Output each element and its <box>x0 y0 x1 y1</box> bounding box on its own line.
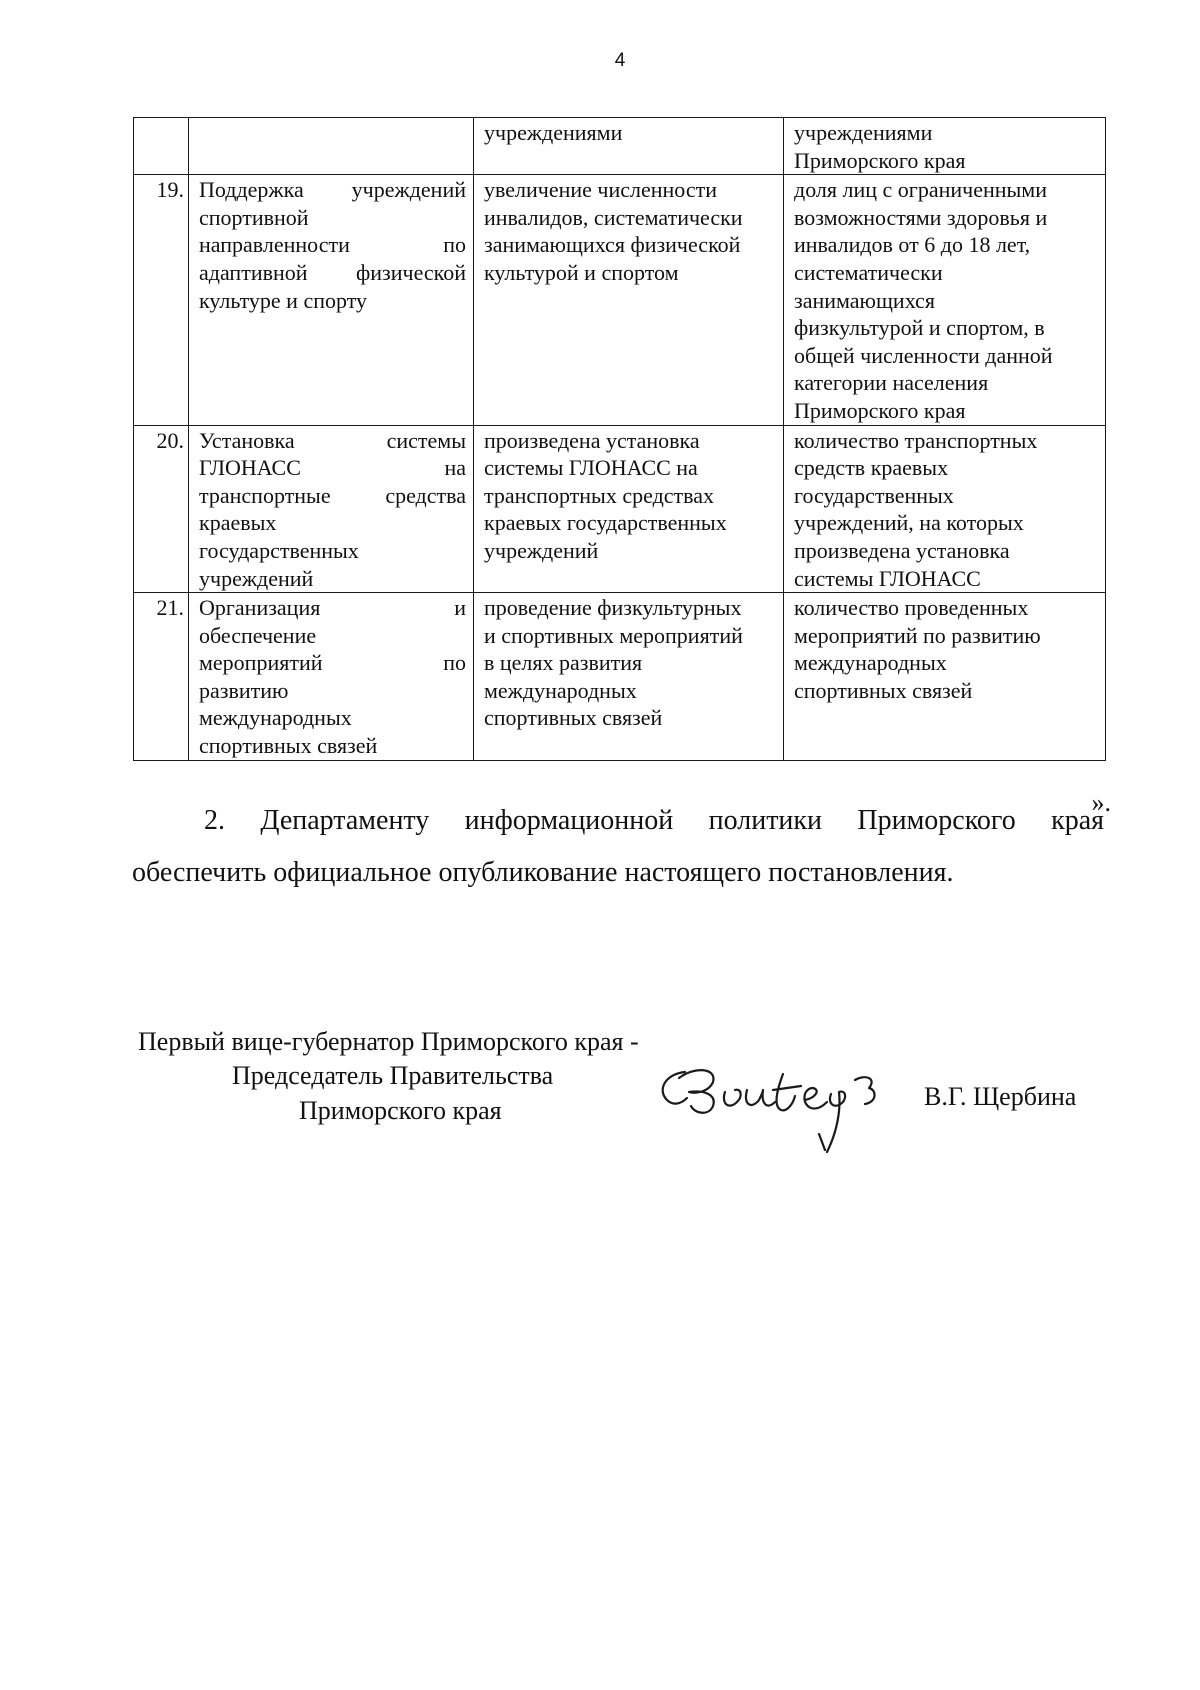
cell-line: произведена установка <box>484 427 700 453</box>
signatory-title-line3: Приморского края <box>299 1096 502 1125</box>
resolution-paragraph <box>132 795 1104 899</box>
cell-line: спортивной <box>199 204 309 230</box>
cell-line: международных <box>484 677 637 703</box>
cell-line: культуре и спорту <box>199 287 368 313</box>
cell-line: краевых государственных <box>484 510 727 536</box>
measure-name-cell <box>189 118 474 175</box>
expected-result-cell <box>474 593 784 761</box>
cell-line: количество проведенных <box>794 595 1029 621</box>
cell-line: увеличение численности <box>484 177 718 203</box>
cell-line: общей численности данной <box>794 342 1053 368</box>
cell-line: адаптивной физической <box>199 259 466 285</box>
cell-line: Организация и <box>199 595 466 621</box>
cell-line: спортивных связей <box>199 733 378 759</box>
expected-result-cell <box>474 425 784 593</box>
cell-line: Поддержка учреждений <box>199 177 466 203</box>
cell-line: систематически <box>794 259 943 285</box>
cell-line: государственных <box>199 537 359 563</box>
measures-table <box>133 117 1106 761</box>
signer-name: В.Г. Щербина <box>924 1082 1077 1111</box>
row-number: 21. <box>134 593 189 761</box>
measure-name-cell <box>189 593 474 761</box>
cell-line: категории населения <box>794 370 989 396</box>
cell-line: краевых <box>199 510 277 536</box>
measure-name-cell <box>189 175 474 425</box>
cell-line: учреждений <box>484 537 599 563</box>
indicator-cell <box>784 593 1106 761</box>
indicator-cell <box>784 425 1106 593</box>
cell-line: учреждениями <box>794 120 933 145</box>
cell-line: учреждений <box>199 565 314 591</box>
indicator-cell <box>784 175 1106 425</box>
cell-line: транспортные средства <box>199 482 466 508</box>
expected-result-cell <box>474 118 784 175</box>
signatory-title-line1: Первый вице-губернатор Приморского края - <box>138 1027 639 1056</box>
cell-line: Установка системы <box>199 427 466 453</box>
cell-line: и спортивных мероприятий <box>484 622 743 648</box>
cell-line: физкультурой и спортом, в <box>794 315 1045 341</box>
cell-line: возможностями здоровья и <box>794 204 1048 230</box>
cell-line: международных <box>794 650 947 676</box>
cell-line: количество транспортных <box>794 427 1038 453</box>
cell-line: занимающихся физической <box>484 232 741 258</box>
table-row <box>134 118 1106 175</box>
cell-line: мероприятий по развитию <box>794 622 1041 648</box>
handwritten-signature <box>655 1060 910 1160</box>
cell-line: инвалидов, систематически <box>484 204 743 230</box>
cell-line: учреждениями <box>484 120 623 145</box>
cell-line: системы ГЛОНАСС на <box>484 455 698 481</box>
cell-line: международных <box>199 705 352 731</box>
row-number: 20. <box>134 425 189 593</box>
closing-quote: ». <box>1091 788 1111 817</box>
cell-line: обеспечение <box>199 622 317 648</box>
cell-line: в целях развития <box>484 650 643 676</box>
cell-line: инвалидов от 6 до 18 лет, <box>794 232 1031 258</box>
cell-line: спортивных связей <box>794 677 973 703</box>
measure-name-cell <box>189 425 474 593</box>
cell-line: произведена установка <box>794 537 1010 563</box>
signatory-title-line2: Председатель Правительства <box>232 1061 554 1090</box>
expected-result-cell <box>474 175 784 425</box>
cell-line: Приморского края <box>794 147 966 173</box>
table-row <box>134 425 1106 593</box>
paragraph-first-line: 2. Департаменту информационной политики Приморского края <box>204 805 1104 836</box>
cell-line: проведение физкультурных <box>484 595 742 621</box>
cell-line: развитию <box>199 677 289 703</box>
row-number <box>134 118 189 175</box>
cell-line: системы ГЛОНАСС <box>794 565 981 591</box>
cell-line: доля лиц с ограниченными <box>794 177 1047 203</box>
cell-line: средств краевых <box>794 455 949 481</box>
cell-line: мероприятий по <box>199 650 466 676</box>
paragraph-second-line: обеспечить официальное опубликование настоящего постановления. <box>132 857 954 888</box>
cell-line: спортивных связей <box>484 705 663 731</box>
cell-line: культурой и спортом <box>484 259 679 285</box>
cell-line: направленности по <box>199 232 466 258</box>
cell-line: государственных <box>794 482 954 508</box>
table-row <box>134 593 1106 761</box>
row-number: 19. <box>134 175 189 425</box>
indicator-cell <box>784 118 1106 175</box>
cell-line: ГЛОНАСС на <box>199 455 466 481</box>
cell-line: транспортных средствах <box>484 482 715 508</box>
cell-line: учреждений, на которых <box>794 510 1024 536</box>
page-number: 4 <box>614 50 626 71</box>
cell-line: занимающихся <box>794 287 935 313</box>
cell-line: Приморского края <box>794 397 966 423</box>
table-row <box>134 175 1106 425</box>
